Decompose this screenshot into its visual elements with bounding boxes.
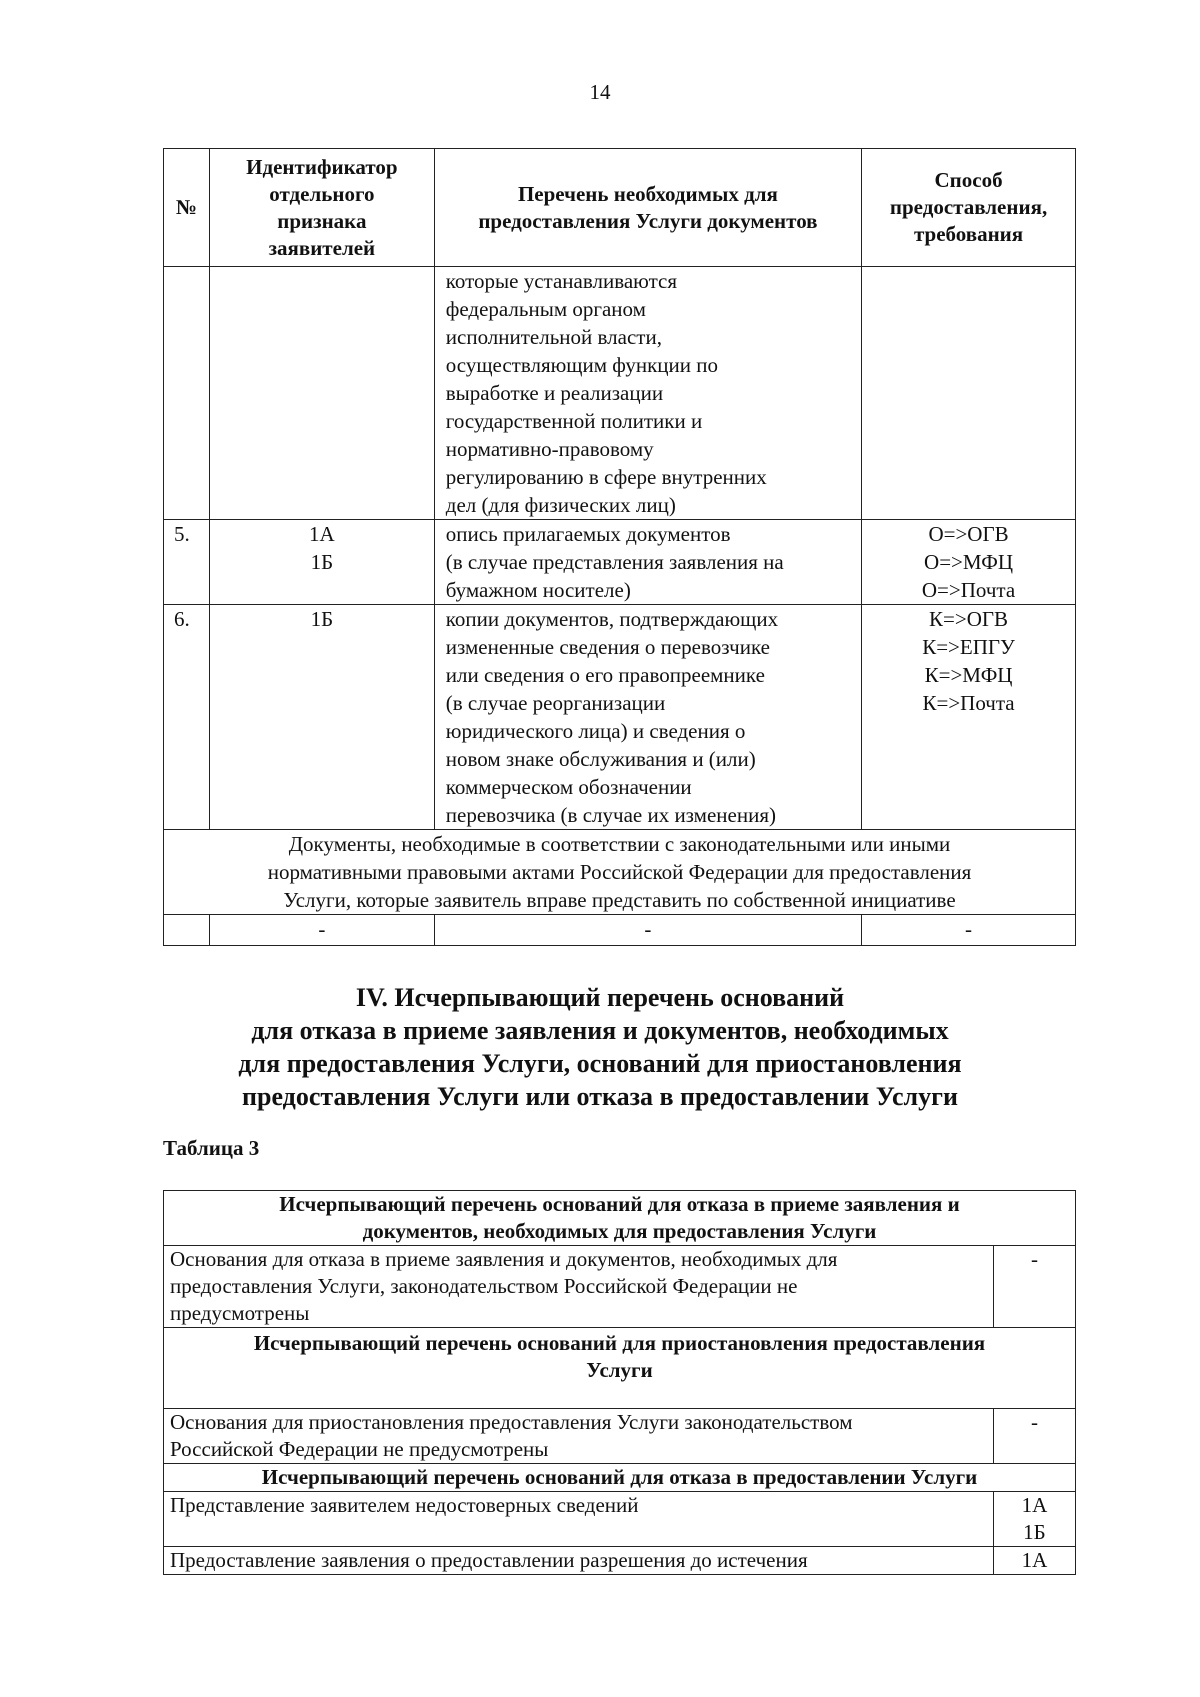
documents-table bbox=[163, 148, 1076, 946]
refusal-acceptance-header: Исчерпывающий перечень оснований для отказа в приеме заявления и документов, необходимых для предоставления Услуги bbox=[164, 1191, 1076, 1246]
row-method bbox=[862, 267, 1076, 520]
row-num bbox=[164, 267, 210, 520]
table-row bbox=[164, 1409, 1076, 1464]
table-row bbox=[164, 520, 1076, 605]
refusal-header: Исчерпывающий перечень оснований для отказа в предоставлении Услуги bbox=[164, 1464, 1076, 1492]
table-row bbox=[164, 1492, 1076, 1547]
row-num: 5. bbox=[164, 520, 210, 605]
header-num: № bbox=[164, 149, 210, 267]
table-row bbox=[164, 1246, 1076, 1328]
section-header-row bbox=[164, 1191, 1076, 1246]
section-heading: IV. Исчерпывающий перечень оснований для отказа в приеме заявления и документов, необходимых для предоставления Услуги, оснований для приостановления предоставления Услуги или отказа в предоставлении Услуги bbox=[238, 983, 962, 1111]
row-documents: опись прилагаемых документов (в случае представления заявления на бумажном носителе) bbox=[434, 520, 861, 605]
table-row bbox=[164, 605, 1076, 830]
row-documents: - bbox=[434, 915, 861, 946]
row-text: Основания для отказа в приеме заявления и документов, необходимых для предоставления Услуги, законодательством Российской Федерации не предусмотрены bbox=[164, 1246, 994, 1328]
table-note: Документы, необходимые в соответствии с законодательными или иными нормативными правовыми актами Российской Федерации для предоставления Услуги, которые заявитель вправе представить по собственной инициативе bbox=[164, 830, 1076, 915]
table-header-row bbox=[164, 149, 1076, 267]
row-value: 1А bbox=[993, 1547, 1075, 1575]
row-identifier: 1Б bbox=[209, 605, 434, 830]
header-documents: Перечень необходимых для предоставления Услуги документов bbox=[434, 149, 861, 267]
grounds-table bbox=[163, 1190, 1076, 1575]
row-method: К=>ОГВ К=>ЕПГУ К=>МФЦ К=>Почта bbox=[862, 605, 1076, 830]
section-header-row bbox=[164, 1464, 1076, 1492]
row-identifier bbox=[209, 267, 434, 520]
row-method: - bbox=[862, 915, 1076, 946]
row-text: Основания для приостановления предоставления Услуги законодательством Российской Федерации не предусмотрены bbox=[164, 1409, 994, 1464]
row-value: 1А 1Б bbox=[993, 1492, 1075, 1547]
page-number: 14 bbox=[589, 80, 611, 104]
row-text: Представление заявителем недостоверных сведений bbox=[164, 1492, 994, 1547]
table-row bbox=[164, 267, 1076, 520]
row-method: О=>ОГВ О=>МФЦ О=>Почта bbox=[862, 520, 1076, 605]
row-documents: которые устанавливаются федеральным органом исполнительной власти, осуществляющим функции по выработке и реализации государственной политики и нормативно-правовому регулированию в сфере внутренних дел (для физических лиц) bbox=[434, 267, 861, 520]
table-label: Таблица 3 bbox=[163, 1136, 260, 1160]
table-row bbox=[164, 915, 1076, 946]
row-value: - bbox=[993, 1409, 1075, 1464]
row-text: Предоставление заявления о предоставлении разрешения до истечения bbox=[164, 1547, 994, 1575]
suspension-header: Исчерпывающий перечень оснований для приостановления предоставления Услуги bbox=[164, 1328, 1076, 1409]
section-header-row bbox=[164, 1328, 1076, 1409]
row-value: - bbox=[993, 1246, 1075, 1328]
row-documents: копии документов, подтверждающих измененные сведения о перевозчике или сведения о его правопреемнике (в случае реорганизации юридического лица) и сведения о новом знаке обслуживания и (или) коммерческом обозначении перевозчика (в случае их изменения) bbox=[434, 605, 861, 830]
row-identifier: 1А 1Б bbox=[209, 520, 434, 605]
row-num bbox=[164, 915, 210, 946]
header-identifier: Идентификатор отдельного признака заявителей bbox=[209, 149, 434, 267]
row-identifier: - bbox=[209, 915, 434, 946]
table-row bbox=[164, 1547, 1076, 1575]
row-num: 6. bbox=[164, 605, 210, 830]
table-note-row bbox=[164, 830, 1076, 915]
header-method: Способ предоставления, требования bbox=[862, 149, 1076, 267]
